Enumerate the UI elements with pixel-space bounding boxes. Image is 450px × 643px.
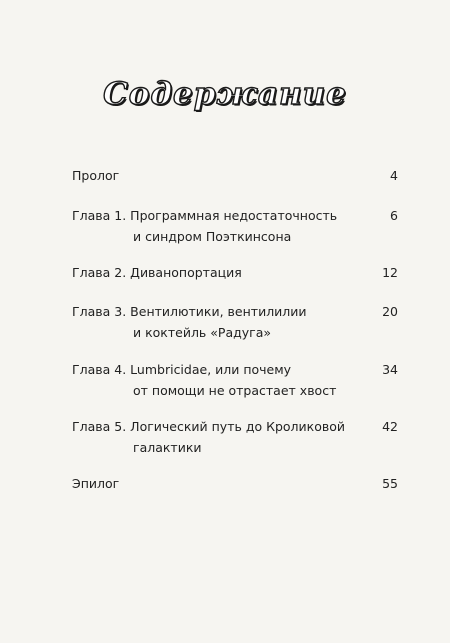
toc-page-number: 4 xyxy=(390,168,398,183)
toc-entry-title-continued: и синдром Поэткинсона xyxy=(133,229,292,244)
toc-entry-title: Пролог xyxy=(72,168,120,183)
toc-entry-epilogue[interactable] xyxy=(72,473,398,494)
toc-entry-title: Глава 1. Программная недостаточность xyxy=(72,208,338,223)
toc-entry-title: Глава 3. Вентилютики, вентилилии xyxy=(72,304,307,319)
toc-entry-title-continued: и коктейль «Радуга» xyxy=(133,325,272,340)
toc-entry-title-continued: от помощи не отрастает хвост xyxy=(133,383,337,398)
toc-page-number: 12 xyxy=(382,265,398,280)
toc-page-number: 34 xyxy=(382,362,398,377)
toc-entry-title: Глава 4. Lumbricidae, или почему xyxy=(72,362,292,377)
toc-entry-chapter-3[interactable] xyxy=(72,301,398,343)
page-title: Содержание xyxy=(103,76,347,112)
toc-page-number: 6 xyxy=(390,208,398,223)
toc-page-number: 20 xyxy=(382,304,398,319)
toc-entry-chapter-4[interactable] xyxy=(72,359,398,401)
toc-entry-title: Эпилог xyxy=(72,476,120,491)
toc-entry-title: Глава 2. Диванопортация xyxy=(72,265,242,280)
toc-page-number: 42 xyxy=(382,419,398,434)
toc-entry-title: Глава 5. Логический путь до Кроликовой xyxy=(72,419,345,434)
toc-page-number: 55 xyxy=(382,476,398,491)
toc-entry-chapter-1[interactable] xyxy=(72,205,398,247)
toc-entry-prologue[interactable] xyxy=(72,165,398,186)
toc-entry-title-continued: галактики xyxy=(133,440,202,455)
toc-entry-chapter-5[interactable] xyxy=(72,416,398,458)
toc-entry-chapter-2[interactable] xyxy=(72,262,398,283)
